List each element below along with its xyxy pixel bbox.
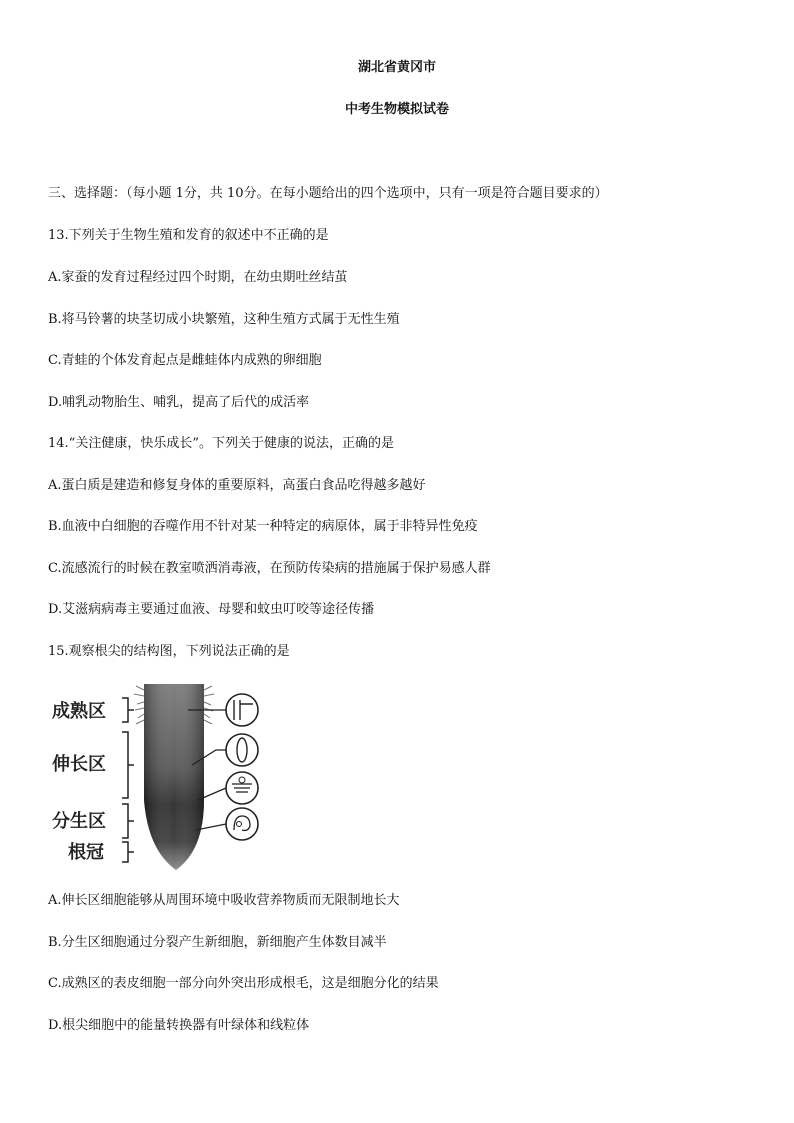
question-13-option-b: B.将马铃薯的块茎切成小块繁殖，这种生殖方式属于无性生殖 xyxy=(48,312,400,327)
question-15-option-c: C.成熟区的表皮细胞一部分向外突出形成根毛，这是细胞分化的结果 xyxy=(48,976,439,991)
question-14-stem: 14.“关注健康，快乐成长”。下列关于健康的说法，正确的是 xyxy=(48,436,394,451)
question-15-stem: 15.观察根尖的结构图，下列说法正确的是 xyxy=(48,644,290,659)
zone-label-meristem: 分生区 xyxy=(52,811,106,832)
cell-circle-meristem xyxy=(226,772,258,804)
document-subtitle: 中考生物模拟试卷 xyxy=(344,102,449,117)
document-title: 湖北省黄冈市 xyxy=(357,60,436,75)
cell-circle-mature xyxy=(226,694,258,726)
section-heading: 三、选择题：（每小题 1分，共 10分。在每小题给出的四个选项中，只有一项是符合题目要求的） xyxy=(48,186,608,201)
zone-brackets xyxy=(122,698,134,862)
root-tip-diagram xyxy=(48,680,270,872)
zone-label-elongation: 伸长区 xyxy=(52,754,106,775)
question-13-option-a: A.家蚕的发育过程经过四个时期，在幼虫期吐丝结茧 xyxy=(48,270,348,285)
question-14-option-c: C.流感流行的时候在教室喷洒消毒液，在预防传染病的措施属于保护易感人群 xyxy=(48,561,491,576)
question-14-option-b: B.血液中白细胞的吞噬作用不针对某一种特定的病原体，属于非特异性免疫 xyxy=(48,519,478,534)
root-tip-body xyxy=(134,684,214,870)
cell-circle-elongation xyxy=(226,734,258,766)
question-15-option-a: A.伸长区细胞能够从周围环境中吸收营养物质而无限制地长大 xyxy=(48,893,400,908)
question-13-stem: 13.下列关于生物生殖和发育的叙述中不正确的是 xyxy=(48,228,329,243)
question-13-option-d: D.哺乳动物胎生、哺乳，提高了后代的成活率 xyxy=(48,395,310,410)
question-13-option-c: C.青蛙的个体发育起点是雌蛙体内成熟的卵细胞 xyxy=(48,353,322,368)
cell-circle-root-cap xyxy=(226,808,258,840)
zone-label-root-cap: 根冠 xyxy=(68,842,104,863)
question-14-option-d: D.艾滋病病毒主要通过血液、母婴和蚊虫叮咬等途径传播 xyxy=(48,602,375,617)
zone-label-mature: 成熟区 xyxy=(52,701,106,722)
question-15-option-d: D.根尖细胞中的能量转换器有叶绿体和线粒体 xyxy=(48,1018,310,1033)
question-15-option-b: B.分生区细胞通过分裂产生新细胞，新细胞产生体数目减半 xyxy=(48,935,387,950)
question-14-option-a: A.蛋白质是建造和修复身体的重要原料，高蛋白食品吃得越多越好 xyxy=(48,478,426,493)
